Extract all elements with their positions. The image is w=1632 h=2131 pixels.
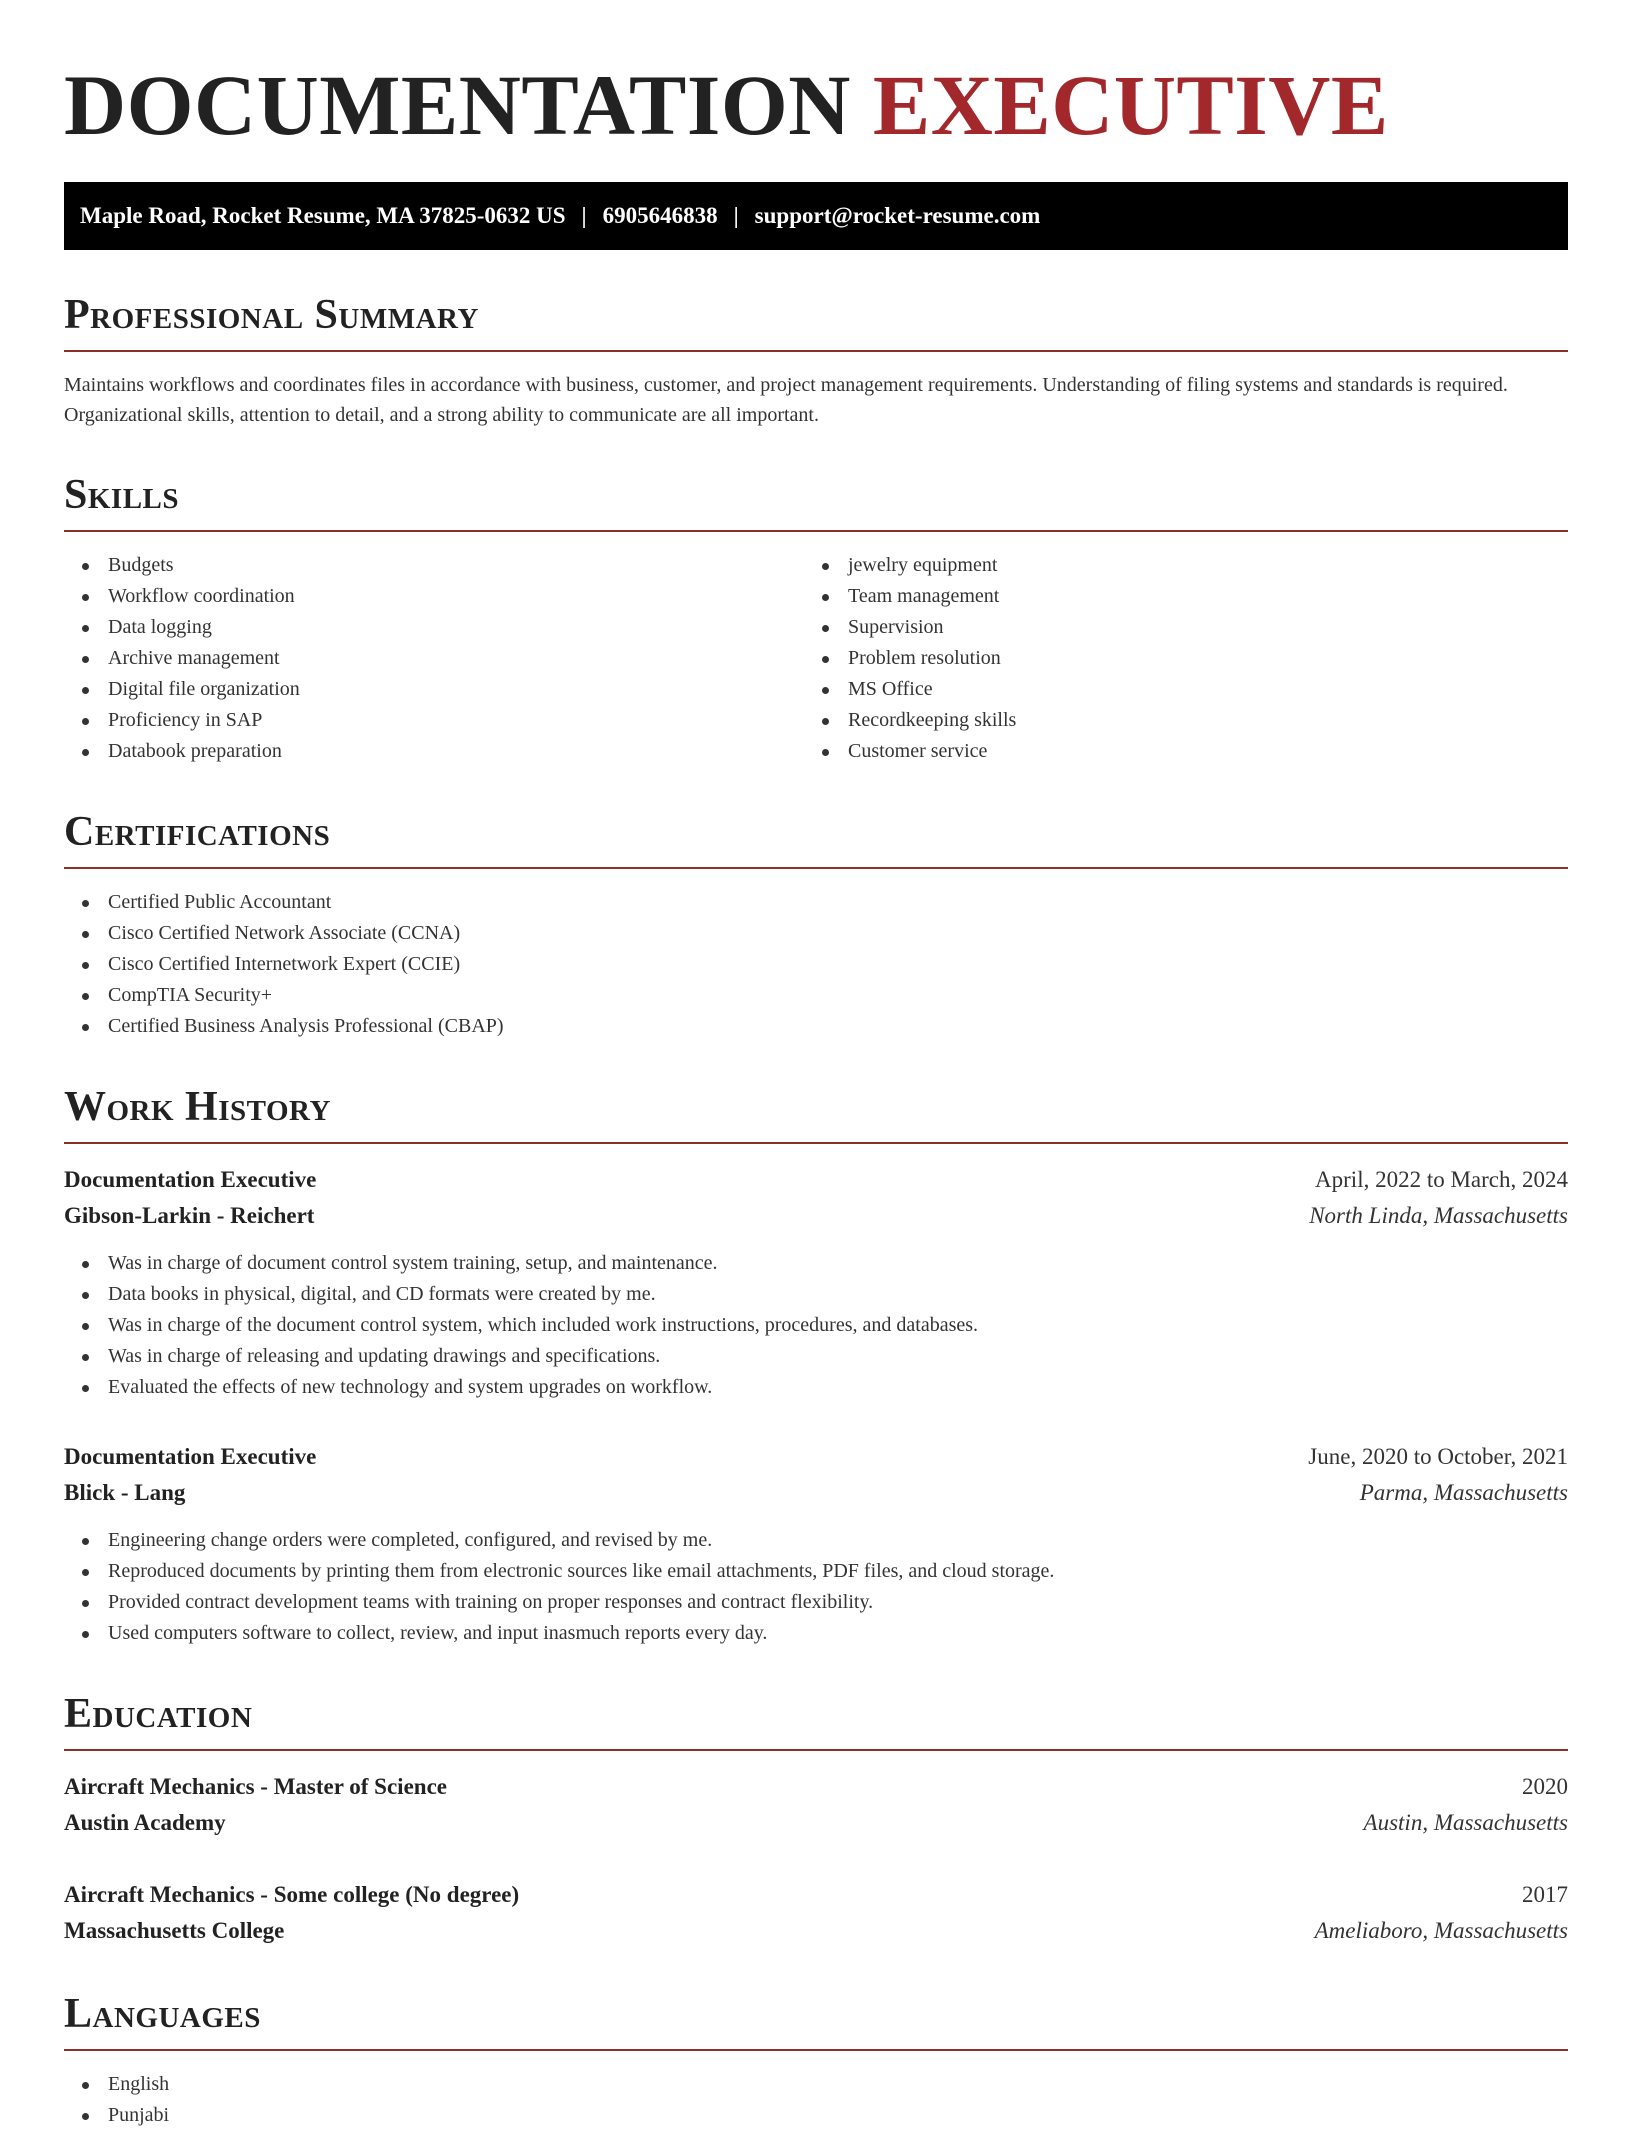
certification-item: Cisco Certified Internetwork Expert (CCIE) (64, 949, 1568, 980)
certifications-list (64, 887, 1568, 1042)
skill-item: Digital file organization (64, 674, 816, 705)
skill-item: Team management (816, 581, 1568, 612)
contact-separator: | (733, 203, 739, 228)
contact-separator: | (581, 203, 587, 228)
summary-text: Maintains workflows and coordinates files in accordance with business, customer, and project management requirements. Understanding of filing systems and standards is required. Organizational skills, attention to detail, and a strong ability to communicate are all important. (64, 374, 1508, 426)
job-bullet: Was in charge of releasing and updating drawings and specifications. (64, 1341, 1568, 1372)
languages-list (64, 2069, 1568, 2131)
job-bullet: Was in charge of document control system training, setup, and maintenance. (64, 1248, 1568, 1279)
education-school: Austin Academy (64, 1810, 226, 1835)
job-header-row (64, 1439, 1568, 1475)
education-school: Massachusetts College (64, 1918, 285, 1943)
job-bullet: Reproduced documents by printing them from electronic sources like email attachments, PDF files, and cloud storage. (64, 1556, 1568, 1587)
job-entry (64, 1162, 1568, 1403)
skill-item: Recordkeeping skills (816, 705, 1568, 736)
job-bullet: Data books in physical, digital, and CD formats were created by me. (64, 1279, 1568, 1310)
skill-item: Databook preparation (64, 736, 816, 767)
skill-item: Proficiency in SAP (64, 705, 816, 736)
certification-item: CompTIA Security+ (64, 980, 1568, 1011)
section-title-certifications: Certifications (64, 811, 1568, 869)
job-bullets (64, 1525, 1568, 1649)
education-school-row (64, 1913, 1568, 1949)
job-location: Parma, Massachusetts (1359, 1480, 1568, 1505)
skill-item: MS Office (816, 674, 1568, 705)
education-degree-row (64, 1769, 1568, 1805)
name-first: DOCUMENTATION (64, 57, 851, 153)
job-bullets (64, 1248, 1568, 1403)
skills-section (64, 474, 1568, 767)
job-role: Documentation Executive (64, 1167, 317, 1192)
job-dates: April, 2022 to March, 2024 (1315, 1167, 1568, 1192)
education-location: Ameliaboro, Massachusetts (1314, 1918, 1568, 1943)
certification-item: Cisco Certified Network Associate (CCNA) (64, 918, 1568, 949)
job-bullet: Was in charge of the document control system, which included work instructions, procedures, and databases. (64, 1310, 1568, 1341)
skill-item: Workflow coordination (64, 581, 816, 612)
job-location: North Linda, Massachusetts (1309, 1203, 1568, 1228)
education-entry (64, 1769, 1568, 1841)
job-dates: June, 2020 to October, 2021 (1308, 1444, 1568, 1469)
name-last: EXECUTIVE (872, 57, 1389, 153)
education-degree-row (64, 1877, 1568, 1913)
skill-item: Archive management (64, 643, 816, 674)
education-location: Austin, Massachusetts (1363, 1810, 1568, 1835)
job-role: Documentation Executive (64, 1444, 317, 1469)
skill-item: Data logging (64, 612, 816, 643)
contact-email: support@rocket-resume.com (754, 203, 1041, 228)
language-item: Punjabi (64, 2100, 1568, 2131)
section-title-languages: Languages (64, 1993, 1568, 2051)
job-header-row (64, 1162, 1568, 1198)
skill-item: Problem resolution (816, 643, 1568, 674)
education-degree: Aircraft Mechanics - Master of Science (64, 1774, 447, 1799)
education-year: 2020 (1522, 1774, 1568, 1799)
job-bullet: Engineering change orders were completed, configured, and revised by me. (64, 1525, 1568, 1556)
section-title-work-history: Work History (64, 1086, 1568, 1144)
education-school-row (64, 1805, 1568, 1841)
job-bullet: Provided contract development teams with training on proper responses and contract flexibility. (64, 1587, 1568, 1618)
job-company-row (64, 1475, 1568, 1511)
section-title-summary: Professional Summary (64, 294, 1568, 352)
job-company: Gibson-Larkin - Reichert (64, 1203, 315, 1228)
certification-item: Certified Public Accountant (64, 887, 1568, 918)
contact-bar (64, 182, 1568, 250)
skill-item: jewelry equipment (816, 550, 1568, 581)
certifications-section (64, 811, 1568, 1042)
section-title-education: Education (64, 1693, 1568, 1751)
job-bullet: Evaluated the effects of new technology and system upgrades on workflow. (64, 1372, 1568, 1403)
summary-section (64, 294, 1568, 430)
education-entry (64, 1877, 1568, 1949)
language-item: English (64, 2069, 1568, 2100)
job-company: Blick - Lang (64, 1480, 186, 1505)
skill-item: Customer service (816, 736, 1568, 767)
resume-name (64, 57, 1568, 153)
skill-item: Supervision (816, 612, 1568, 643)
education-degree: Aircraft Mechanics - Some college (No degree) (64, 1882, 520, 1907)
skills-list-left (64, 550, 816, 767)
education-section (64, 1693, 1568, 1949)
certification-item: Certified Business Analysis Professional (CBAP) (64, 1011, 1568, 1042)
skills-list-right (816, 550, 1568, 767)
contact-address: Maple Road, Rocket Resume, MA 37825-0632 US (80, 203, 566, 228)
job-company-row (64, 1198, 1568, 1234)
education-year: 2017 (1522, 1882, 1568, 1907)
contact-phone: 6905646838 (602, 203, 718, 228)
section-title-skills: Skills (64, 474, 1568, 532)
skill-item: Budgets (64, 550, 816, 581)
skills-columns (64, 532, 1568, 767)
work-history-section (64, 1086, 1568, 1649)
languages-section (64, 1993, 1568, 2131)
job-bullet: Used computers software to collect, review, and input inasmuch reports every day. (64, 1618, 1568, 1649)
job-entry (64, 1439, 1568, 1649)
